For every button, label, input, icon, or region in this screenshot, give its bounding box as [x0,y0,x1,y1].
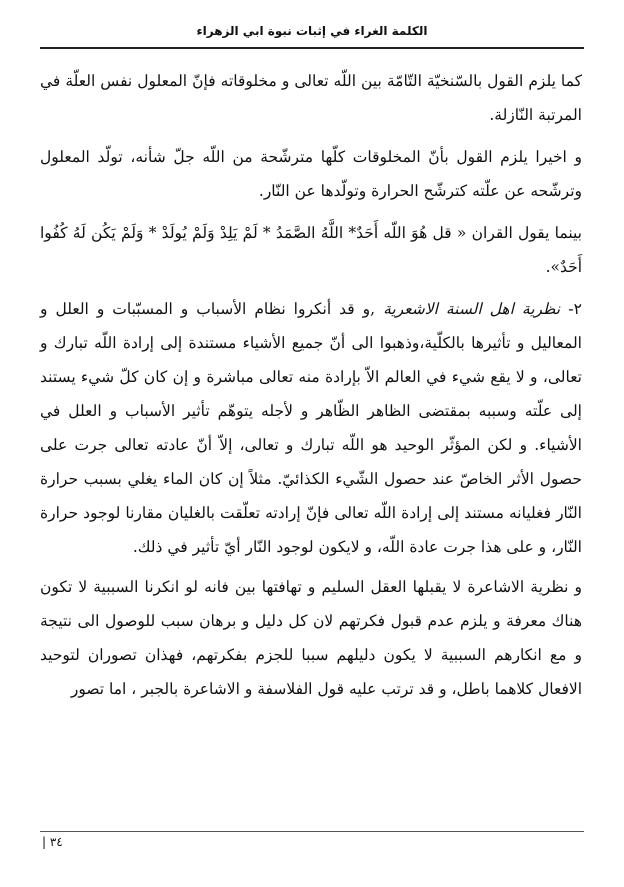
running-header: الكلمة الغراء في إثبات نبوة ابي الزهراء [196,24,428,38]
header-rule [40,47,584,49]
closing-paragraph: و نظرية الاشاعرة لا يقبلها العقل السليم و تهافتها بين فانه لو انكرنا السببية لا تكون هناك معرفة و يلزم عدم قبول فكرتهم لان كل دليل و برهان سبب للوصول الى نتيجة و مع انكارهم السببية لا يكون دليلهم سببا للجزم بفكرتهم، فهذان تصوران لتوحيد الافعال كلاهما باطل، و قد ترتب عليه قول الفلاسفة و الاشاعرة بالجبر ، اما تصور [40,578,582,698]
section-paragraph [40,292,582,564]
body-text [40,64,582,714]
quran-quote-paragraph: بينما يقول القران « قل هُوَ اللّه أَحَدٌ* اللَّهُ الصَّمَدُ * لَمْ يَلِدْ وَلَمْ يُولَدْ * وَلَمْ يَكُن لَهُ كُفُوا أَحَدٌ». [40,224,582,276]
paragraph-2: و اخيرا يلزم القول بأنّ المخلوقات كلّها مترشّحة من اللّه جلّ شأنه، تولّد المعلول وترشّحه عن علّته كترشّح الحرارة وتولّدها عن النّار. [40,148,582,200]
page-number: ٣٤ | [42,835,63,849]
section-title: نظرية اهل السنة الاشعرية [383,300,561,318]
footer-rule [40,831,584,832]
paragraph-1: كما يلزم القول بالسّنخيّة التّامّة بين اللّه تعالى و مخلوقاته فإنّ المعلول نفس العلّة في المرتبة النّازلة. [40,72,582,124]
section-text: ,و قد أنكروا نظام الأسباب و المسبّبات و العلل و المعاليل و تأثيرها بالكلّية،وذهبوا الى أنّ جميع الأشياء مستندة إلى إرادة اللّه تبارك و تعالى، و لا يقع شيء في العالم الاّ بإرادة منه تعالى مباشرة و إن كان كلّ شيء يستند إلى علّته وسببه بمقتضى الظاهر الظّاهر و لأجله يتوهّم تأثير الأسباب و العلل في الأشياء. و لكن المؤثّر الوحيد هو اللّه تبارك و تعالى، إلاّ أنّ عادته تعالى جرت على حصول الأثر الخاصّ عند حصول الشّيء الكذائيّ. مثلاً إن كان الماء يغلي بسبب حرارة النّار فغليانه مستند إلى إرادة اللّه تعالى فإنّ إرادته تعلّقت بالغليان مقارنا لوجود حرارة النّار، و على هذا جرت عادة اللّه، و لايكون لوجود النّار أيّ تأثير في ذلك. [40,300,582,556]
section-number: ٢- [568,300,582,318]
